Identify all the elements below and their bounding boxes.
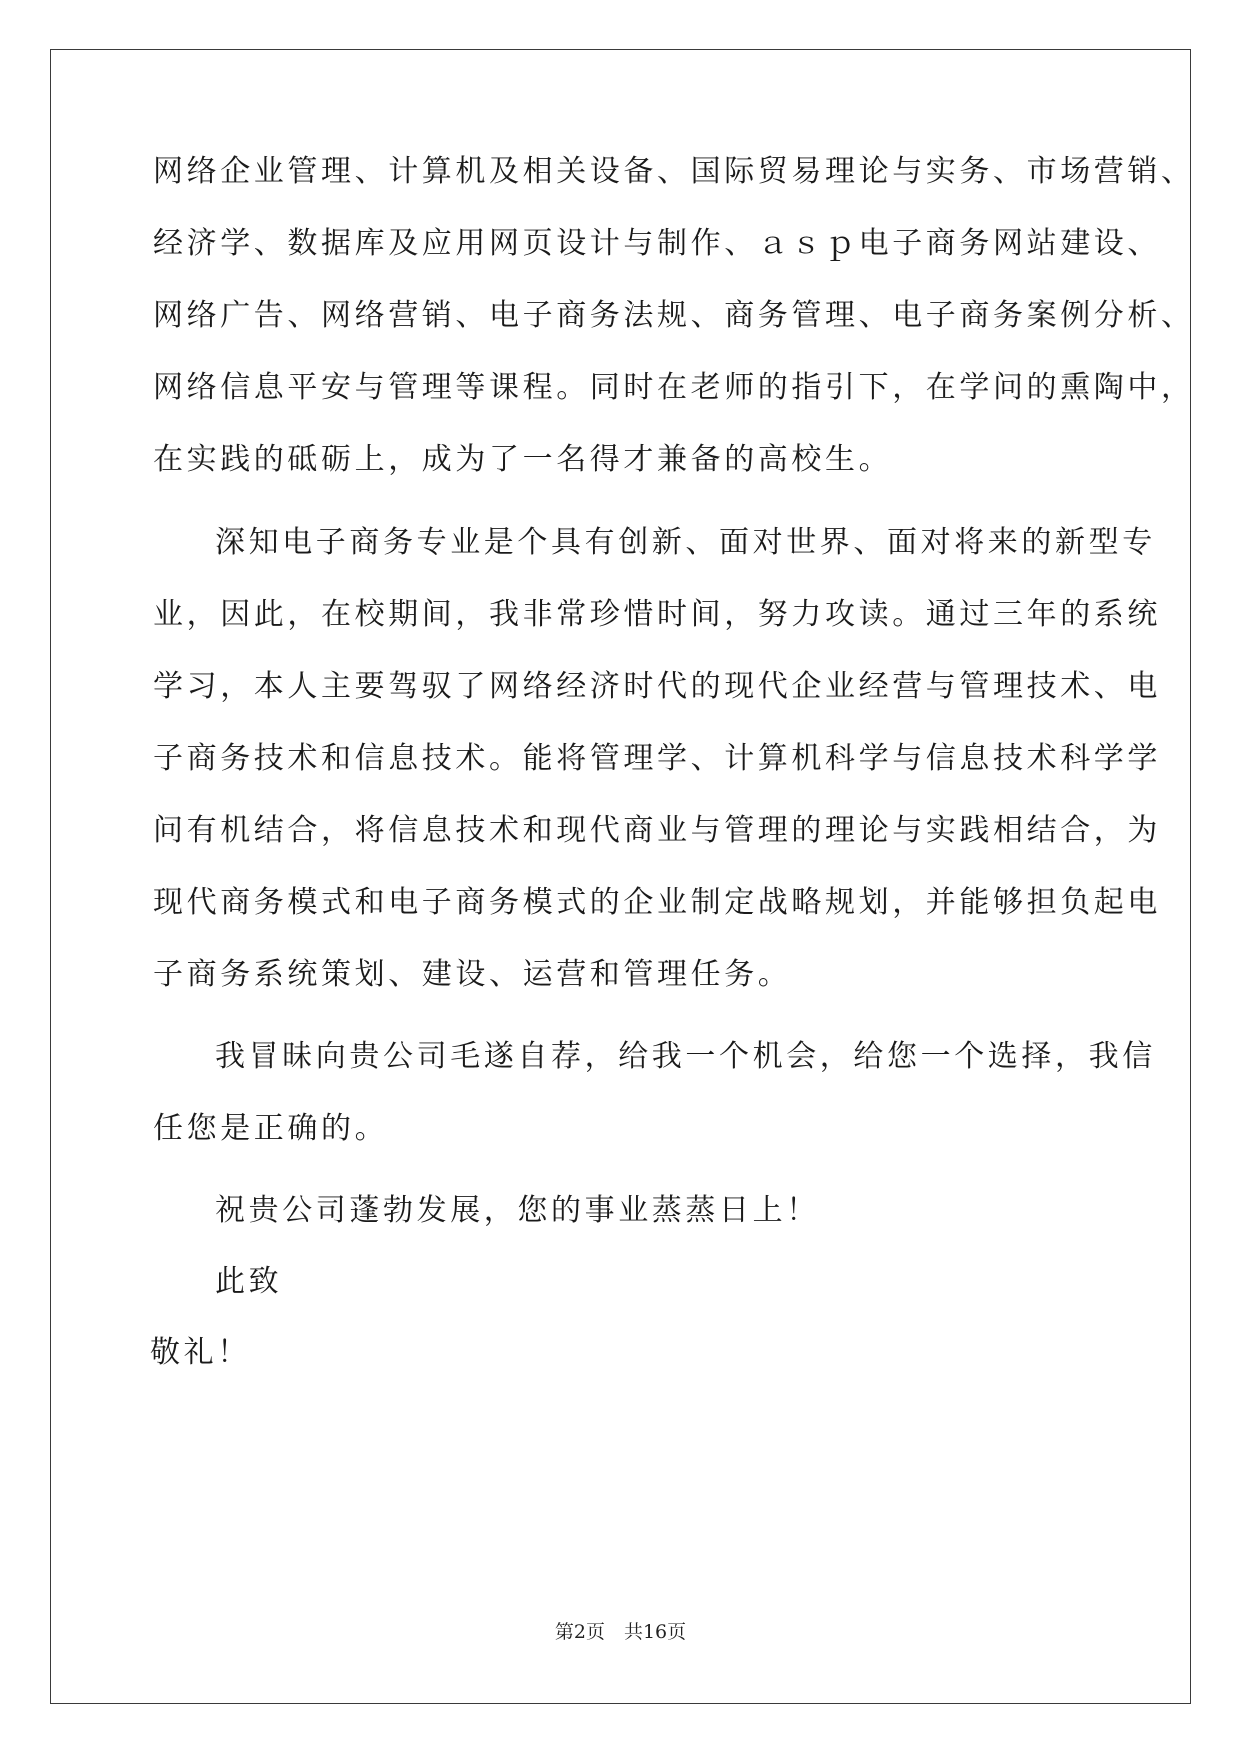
paragraph-line: 深知电子商务专业是个具有创新、面对世界、面对将来的新型专 xyxy=(215,525,1156,560)
paragraph-line: 网络信息平安与管理等课程。同时在老师的指引下，在学问的熏陶中， xyxy=(153,370,1195,405)
paragraph-line: 子商务技术和信息技术。能将管理学、计算机科学与信息技术科学学 xyxy=(153,741,1161,776)
paragraph-line: 网络广告、网络营销、电子商务法规、商务管理、电子商务案例分析、 xyxy=(153,298,1195,333)
paragraph-line: 网络企业管理、计算机及相关设备、国际贸易理论与实务、市场营销、 xyxy=(153,154,1195,189)
page-number: 第2页 共16页 xyxy=(554,1621,687,1643)
paragraph-line: 业，因此，在校期间，我非常珍惜时间，努力攻读。通过三年的系统 xyxy=(153,597,1161,632)
paragraph-line: 在实践的砥砺上，成为了一名得才兼备的高校生。 xyxy=(153,442,893,477)
paragraph-line: 问有机结合，将信息技术和现代商业与管理的理论与实践相结合，为 xyxy=(153,813,1161,848)
paragraph-line: 我冒昧向贵公司毛遂自荐，给我一个机会，给您一个选择，我信 xyxy=(215,1039,1156,1074)
paragraph-line: 学习，本人主要驾驭了网络经济时代的现代企业经营与管理技术、电 xyxy=(153,669,1161,704)
paragraph-line: 现代商务模式和电子商务模式的企业制定战略规划，并能够担负起电 xyxy=(153,885,1161,920)
closing-regards: 敬礼！ xyxy=(150,1335,251,1370)
paragraph-line: 任您是正确的。 xyxy=(153,1111,389,1146)
paragraph-line: 经济学、数据库及应用网页设计与制作、ａｓｐ电子商务网站建设、 xyxy=(153,226,1161,261)
paragraph-line: 子商务系统策划、建设、运营和管理任务。 xyxy=(153,957,792,992)
closing-salutation: 此致 xyxy=(215,1264,283,1299)
closing-wish: 祝贵公司蓬勃发展，您的事业蒸蒸日上！ xyxy=(215,1193,820,1228)
